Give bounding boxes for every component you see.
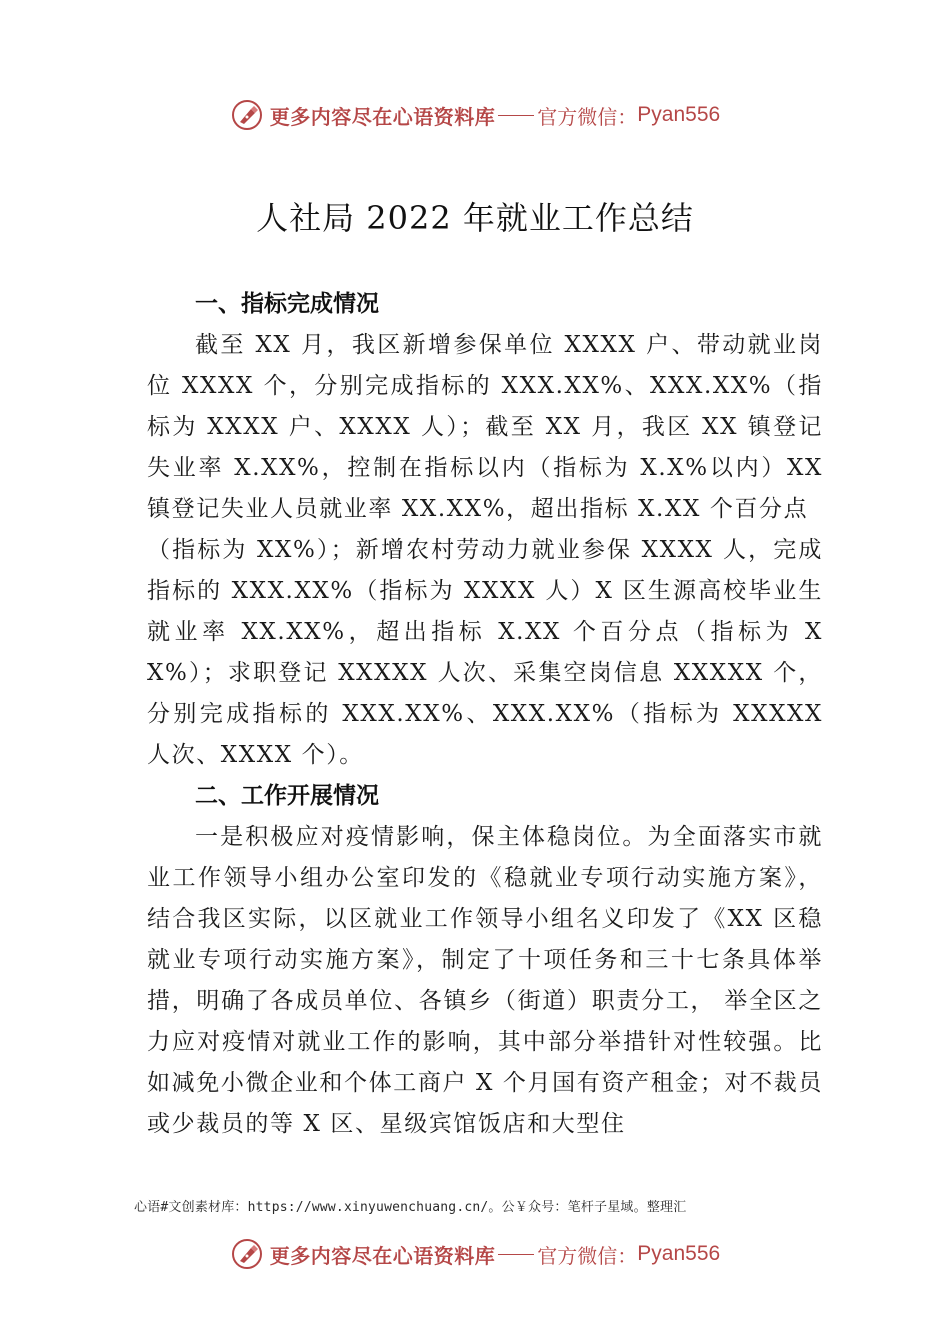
pen-nib-logo-icon bbox=[230, 1237, 264, 1271]
section1-paragraph-2: （指标为 XX%）；新增农村劳动力就业参保 XXXX 人，完成指标的 XXX.XX%（指标为 XXXX 人）X 区生源高校毕业生就业率 XX.XX%，超出指标 X.XX 个百分点（指标为 XX%）；求职登记 XXXXX 人次、采集空岗信息 XXXXX 个，分别完成指标的 XXX.XX%、XXX.XX%（指标为 XXXXX 人次、XXXX 个）。 bbox=[147, 537, 823, 768]
footer-source-line: 心语#文创素材库：https://www.xinyuwenchuang.cn/。公￥众号：笔杆子星域。整理汇 bbox=[134, 1200, 687, 1215]
banner-dash bbox=[498, 1254, 534, 1255]
banner-wechat-label: 官方微信： bbox=[537, 104, 638, 129]
banner-dash bbox=[498, 115, 534, 116]
banner-wechat-label: 官方微信： bbox=[537, 1243, 638, 1268]
section-heading-2: 二、工作开展情况 bbox=[195, 783, 379, 809]
section2-paragraph-1: 一是积极应对疫情影响，保主体稳岗位。为全面落实市就业工作领导小组办公室印发的《稳就业专项行动实施方案》，结合我区实际，以区就业工作领导小组名义印发了《XX 区稳就业专项行动实施方案》，制定了十项任务和三十七条具体举措，明确了各成员单位、各镇乡（街道）职责分工， 举全区之力应对疫情对就业工作的影响，其中部分举措针对性较强。比如减免小微企业和个体工商户 X 个月国有资产租金；对不裁员或少裁员的等 X 区、星级宾馆饭店和大型住 bbox=[147, 824, 823, 1137]
banner-wechat-id: Pyan556 bbox=[637, 103, 721, 126]
header-banner bbox=[0, 93, 950, 137]
banner-text: 更多内容尽在心语资料库 bbox=[269, 104, 496, 129]
banner-text: 更多内容尽在心语资料库 bbox=[269, 1243, 496, 1268]
banner-wechat-id: Pyan556 bbox=[637, 1242, 721, 1265]
document-body bbox=[147, 284, 823, 1145]
section1-paragraph-1: 截至 XX 月，我区新增参保单位 XXXX 户、带动就业岗位 XXXX 个，分别完成指标的 XXX.XX%、XXX.XX%（指标为 XXXX 户、XXXX 人）；截至 XX 月，我区 XX 镇登记失业率 X.XX%，控制在指标以内（指标为 X.X%以内）XX 镇登记失业人员就业率 XX.XX%，超出指标 X.XX 个百分点 bbox=[147, 332, 823, 522]
footer-banner bbox=[0, 1232, 950, 1276]
section-heading-1: 一、指标完成情况 bbox=[195, 291, 379, 317]
document-title: 人社局 2022 年就业工作总结 bbox=[256, 199, 694, 237]
pen-nib-logo-icon bbox=[230, 98, 264, 132]
